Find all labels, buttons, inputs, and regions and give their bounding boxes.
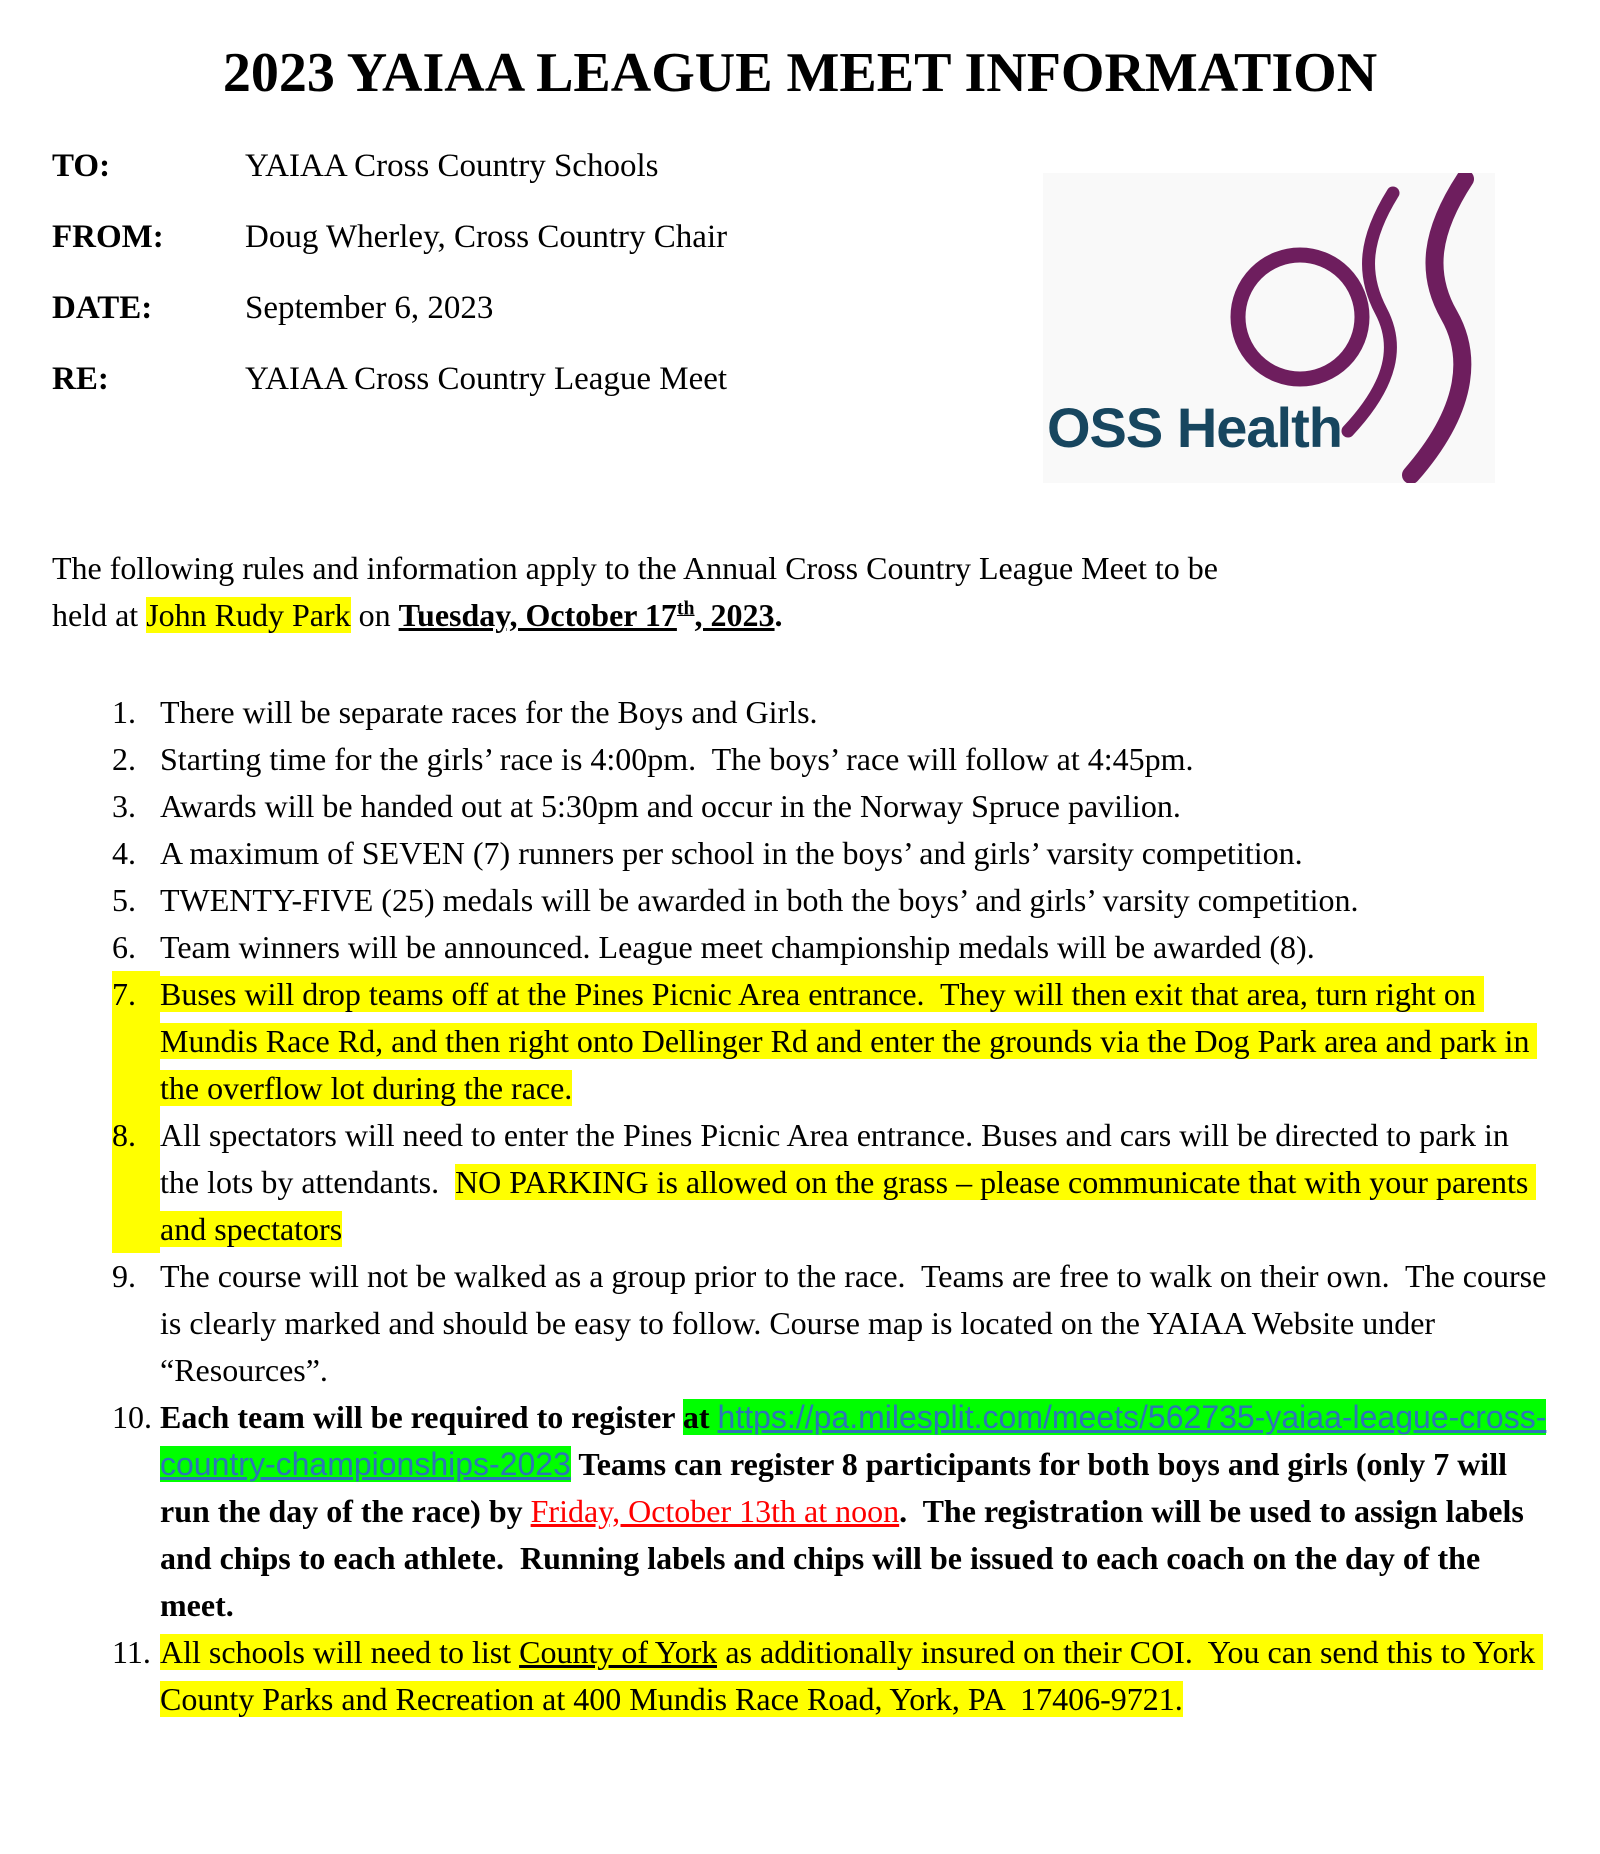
list-item	[112, 877, 1548, 924]
list-item-text	[160, 924, 1548, 971]
list-item	[112, 736, 1548, 783]
memo-field-value: September 6, 2023	[245, 290, 494, 326]
list-item	[112, 783, 1548, 830]
memo-field-value: YAIAA Cross Country Schools	[245, 148, 659, 184]
text-segment: The following rules and information apply to the Annual Cross Country League Meet to be	[52, 550, 1218, 586]
text-segment: TWENTY-FIVE (25) medals will be awarded in both the boys’ and girls’ varsity competition.	[160, 882, 1359, 918]
text-segment: Friday, October 13th at noon	[530, 1493, 900, 1529]
text-segment: th	[676, 597, 695, 620]
text-segment: held at	[52, 597, 147, 633]
list-item-number: 9.	[112, 1258, 136, 1294]
list-item-text	[160, 736, 1548, 783]
list-item	[112, 1394, 1548, 1629]
list-item-number: 8.	[112, 1112, 160, 1253]
list-item-number: 6.	[112, 929, 136, 965]
list-item-text	[160, 877, 1548, 924]
text-segment: John Rudy Park	[146, 597, 351, 633]
text-segment: All spectators will need to enter the Pines Picnic Area entrance. Buses and cars will be directed to park in the lots by attendants.	[160, 1117, 1517, 1200]
list-item-text	[160, 1394, 1548, 1629]
text-segment: on	[350, 597, 399, 633]
text-segment: at	[682, 1399, 718, 1435]
memo-field-value: Doug Wherley, Cross Country Chair	[245, 219, 728, 255]
text-segment: Each team will be required to register	[160, 1399, 683, 1435]
list-item-text	[160, 783, 1548, 830]
memo-field-label: TO:	[52, 148, 111, 184]
list-item	[112, 971, 1548, 1112]
text-segment: Teams can register 8 participants for both boys and girls (only 7 will run the day of the race) by	[160, 1446, 1515, 1529]
list-item-text	[160, 1629, 1548, 1723]
list-item-text	[160, 689, 1548, 736]
list-item-number: 11.	[112, 1634, 151, 1670]
milesplit-registration-link[interactable]: https://pa.milesplit.com/meets/562735-yaiaa-league-cross-country-championships-2023	[160, 1399, 1547, 1482]
list-item-number: 2.	[112, 741, 136, 777]
text-segment: . The registration will be used to assign labels and chips to each athlete. Running labels and chips will be issued to each coach on the day of the meet.	[160, 1493, 1532, 1623]
text-segment: NO PARKING is allowed on the grass – please communicate that with your parents and spectators	[160, 1164, 1537, 1247]
text-segment: Team winners will be announced. League meet championship medals will be awarded (8).	[160, 929, 1315, 965]
list-item	[112, 1253, 1555, 1394]
list-item-text	[160, 1253, 1555, 1394]
text-segment: The course will not be walked as a group prior to the race. Teams are free to walk on their own. The course is clearly marked and should be easy to follow. Course map is located on the YAIAA Website under “Resources”.	[160, 1258, 1555, 1388]
text-segment: , 2023	[694, 597, 775, 633]
intro-paragraph	[52, 545, 1548, 639]
list-item-text	[160, 971, 1548, 1112]
text-segment: Starting time for the girls’ race is 4:00pm. The boys’ race will follow at 4:45pm.	[160, 741, 1194, 777]
memo-field-label: RE:	[52, 361, 109, 397]
list-item-text	[160, 830, 1548, 877]
list-item	[112, 1112, 1548, 1253]
list-item	[112, 924, 1548, 971]
oss-health-logo	[1043, 173, 1495, 483]
list-item-number: 4.	[112, 835, 136, 871]
logo-o-ring	[1238, 255, 1362, 379]
list-item	[112, 1629, 1548, 1723]
text-segment: Awards will be handed out at 5:30pm and occur in the Norway Spruce pavilion.	[160, 788, 1181, 824]
text-segment: Buses will drop teams off at the Pines Picnic Area entrance. They will then exit that area, turn right on Mundis Race Rd, and then right onto Dellinger Rd and enter the grounds via the Dog Park area and park in the overflow lot during the race.	[160, 976, 1538, 1106]
text-segment: as additionally insured on their COI. You can send this to York County Parks and Recreation at 400 Mundis Race Road, York, PA 17406-9721.	[160, 1634, 1544, 1717]
list-item	[112, 689, 1548, 736]
document-title: 2023 YAIAA LEAGUE MEET INFORMATION	[222, 42, 1378, 104]
rules-list	[52, 689, 1555, 1723]
oss-health-logo-text: OSS Health	[1047, 396, 1342, 459]
memo-field-label: DATE:	[52, 290, 153, 326]
text-segment: A maximum of SEVEN (7) runners per school in the boys’ and girls’ varsity competition.	[160, 835, 1303, 871]
memo-field-value: YAIAA Cross Country League Meet	[245, 361, 728, 397]
list-item-number: 3.	[112, 788, 136, 824]
logo-s-curve-right	[1411, 179, 1465, 475]
list-item-number: 1.	[112, 694, 136, 730]
list-item-text	[160, 1112, 1548, 1253]
list-item-number: 7.	[112, 971, 160, 1112]
text-segment: .	[774, 597, 783, 633]
text-segment: All schools will need to list	[160, 1634, 520, 1670]
text-segment: There will be separate races for the Boys and Girls.	[160, 694, 818, 730]
text-segment: Tuesday, October 17	[398, 597, 677, 633]
text-segment: County of York	[519, 1634, 718, 1670]
list-item-number: 5.	[112, 882, 136, 918]
memo-field-label: FROM:	[52, 219, 164, 255]
list-item-number: 10.	[112, 1399, 152, 1435]
list-item	[112, 830, 1548, 877]
